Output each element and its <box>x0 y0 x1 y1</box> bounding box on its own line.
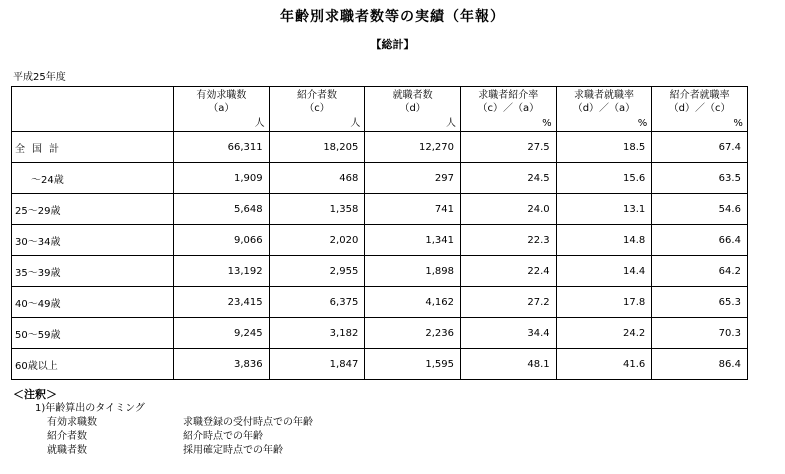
row-label: 60歳以上 <box>12 349 174 380</box>
row-label: 30～34歳 <box>12 225 174 256</box>
row-label: 35～39歳 <box>12 256 174 287</box>
note-description: 紹介時点での年齢 <box>183 431 263 442</box>
header-unit: 人 <box>350 118 361 129</box>
header-formula: （d）／（c） <box>668 103 731 114</box>
header-label: 就職者数 <box>392 90 433 101</box>
table-cell: 23,415 <box>174 287 270 318</box>
row-label: 全国計 <box>12 132 174 163</box>
table-cell: 9,245 <box>174 318 270 349</box>
table-cell: 13.1 <box>556 194 652 225</box>
table-cell: 67.4 <box>652 132 748 163</box>
fiscal-year-label: 平成25年度 <box>13 72 66 83</box>
note-item <box>13 430 313 444</box>
table-cell: 14.4 <box>556 256 652 287</box>
note-description: 採用確定時点での年齢 <box>183 445 283 456</box>
table-cell: 66,311 <box>174 132 270 163</box>
table-cell: 24.2 <box>556 318 652 349</box>
table-row <box>12 287 748 318</box>
table-cell: 24.0 <box>460 194 556 225</box>
table-cell: 27.5 <box>460 132 556 163</box>
table-row <box>12 349 748 380</box>
header-unit: 人 <box>445 118 456 129</box>
table-row <box>12 318 748 349</box>
table-cell: 741 <box>365 194 461 225</box>
statistics-table <box>11 86 748 380</box>
table-cell: 18,205 <box>269 132 365 163</box>
table-cell: 27.2 <box>460 287 556 318</box>
table-cell: 5,648 <box>174 194 270 225</box>
row-label: 25～29歳 <box>12 194 174 225</box>
table-cell: 1,341 <box>365 225 461 256</box>
table-cell: 1,595 <box>365 349 461 380</box>
table-cell: 63.5 <box>652 163 748 194</box>
table-cell: 24.5 <box>460 163 556 194</box>
table-row <box>12 163 748 194</box>
table-cell: 2,020 <box>269 225 365 256</box>
header-unit: % <box>637 118 648 129</box>
table-cell: 3,836 <box>174 349 270 380</box>
table-cell: 9,066 <box>174 225 270 256</box>
table-row <box>12 225 748 256</box>
note-description: 求職登録の受付時点での年齢 <box>183 417 313 428</box>
table-cell: 18.5 <box>556 132 652 163</box>
table-row <box>12 256 748 287</box>
header-formula: （a） <box>208 103 235 114</box>
table-cell: 2,955 <box>269 256 365 287</box>
table-cell: 6,375 <box>269 287 365 318</box>
header-active-seekers <box>174 87 270 132</box>
header-label: 有効求職数 <box>196 90 247 101</box>
header-formula: （d）／（a） <box>572 103 636 114</box>
header-label: 求職者就職率 <box>573 90 634 101</box>
page-title: 年齢別求職者数等の実績（年報） <box>280 9 505 25</box>
table-cell: 1,909 <box>174 163 270 194</box>
header-placements <box>365 87 461 132</box>
table-cell: 2,236 <box>365 318 461 349</box>
table-cell: 22.3 <box>460 225 556 256</box>
table-cell: 70.3 <box>652 318 748 349</box>
table-cell: 297 <box>365 163 461 194</box>
header-referral-placement-rate <box>652 87 748 132</box>
table-header-row <box>12 87 748 132</box>
table-cell: 1,847 <box>269 349 365 380</box>
table-cell: 41.6 <box>556 349 652 380</box>
table-cell: 64.2 <box>652 256 748 287</box>
header-corner <box>12 87 174 132</box>
table-cell: 22.4 <box>460 256 556 287</box>
table-cell: 4,162 <box>365 287 461 318</box>
header-label: 求職者紹介率 <box>478 90 539 101</box>
table-cell: 66.4 <box>652 225 748 256</box>
table-cell: 3,182 <box>269 318 365 349</box>
table-cell: 1,358 <box>269 194 365 225</box>
table-cell: 17.8 <box>556 287 652 318</box>
note-term: 就職者数 <box>47 445 87 456</box>
table-cell: 468 <box>269 163 365 194</box>
note-term: 有効求職数 <box>47 417 97 428</box>
header-formula: （c）／（a） <box>477 103 540 114</box>
header-unit: % <box>733 118 743 129</box>
header-formula: （c） <box>304 103 330 114</box>
notes-section <box>13 388 313 458</box>
table-row <box>12 194 748 225</box>
notes-subheading: 1)年齢算出のタイミング <box>35 403 145 414</box>
table-cell: 34.4 <box>460 318 556 349</box>
table-row <box>12 132 748 163</box>
header-label: 紹介者数 <box>296 90 337 101</box>
note-item <box>13 444 313 458</box>
header-unit: % <box>542 118 552 129</box>
table-cell: 14.8 <box>556 225 652 256</box>
row-label: ～24歳 <box>12 163 174 194</box>
header-placement-rate <box>556 87 652 132</box>
row-label: 50～59歳 <box>12 318 174 349</box>
note-term: 紹介者数 <box>47 431 87 442</box>
table-cell: 15.6 <box>556 163 652 194</box>
table-cell: 54.6 <box>652 194 748 225</box>
note-item <box>13 416 313 430</box>
table-cell: 13,192 <box>174 256 270 287</box>
header-unit: 人 <box>254 118 265 129</box>
table-cell: 65.3 <box>652 287 748 318</box>
notes-heading: ＜注釈＞ <box>13 388 57 401</box>
table-cell: 12,270 <box>365 132 461 163</box>
table-cell: 48.1 <box>460 349 556 380</box>
header-formula: （d） <box>399 103 426 114</box>
row-label: 40～49歳 <box>12 287 174 318</box>
section-subtitle: 【総計】 <box>370 38 415 51</box>
header-referral-rate <box>460 87 556 132</box>
header-label: 紹介者就職率 <box>669 90 730 101</box>
header-referrals <box>269 87 365 132</box>
table-cell: 86.4 <box>652 349 748 380</box>
table-cell: 1,898 <box>365 256 461 287</box>
